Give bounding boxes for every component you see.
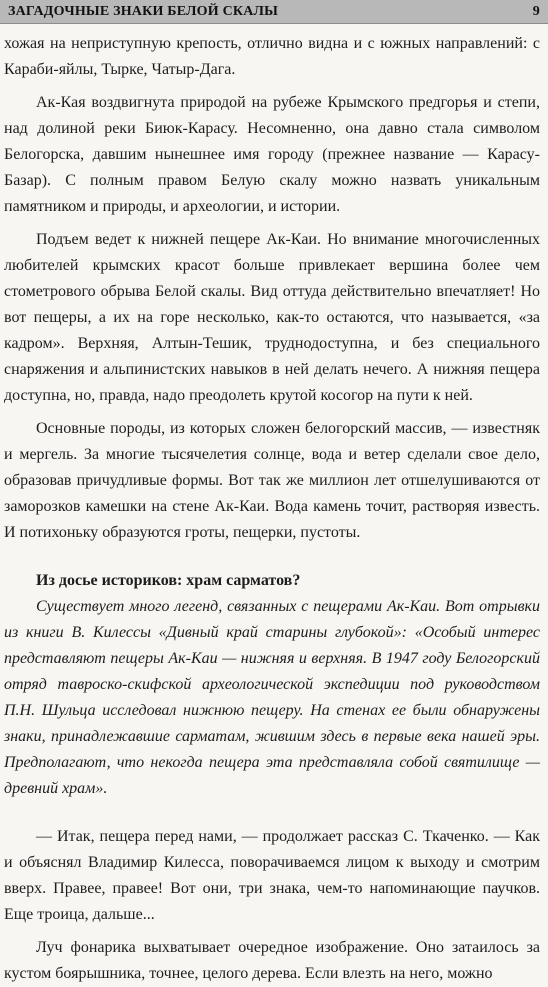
paragraph-continued: хожая на неприступную крепость, отлично видна и с южных направлений: с Караби-яйлы, Тырке, Чатыр-Дага.	[4, 35, 540, 78]
paragraph-caves: Подъем ведет к нижней пещере Ак-Каи. Но внимание многочисленных любителей крымских красот больше привлекает вершина более чем стометрового обрыва Белой скалы. Вид оттуда действительно впечатляет! Но вот пещеры, а их на горе несколько, как-то остаются, что называется, «за кадром». Верхняя, Алтын-Тешик, труднодоступна, и без специального снаряжения и альпинистских навыков в ней делать нечего. А нижняя пещера доступна, но, правда, надо преодолеть крутой косогор на пути к ней.	[4, 231, 540, 404]
dossier-heading: Из досье историков: храм сарматов?	[36, 572, 301, 589]
dossier-quote: Существует много легенд, связанных с пещерами Ак-Каи. Вот отрывки из книги В. Килессы «Дивный край старины глубокой»: «Особый интерес представляют пещеры Ак-Каи — нижняя и верхняя. В 1947 году Белогорский отряд тавроско-скифской археологической экспедиции под руководством П.Н. Шульца исследовал нижнюю пещеру. На стенах ее были обнаружены знаки, принадлежавшие сарматам, жившим здесь в первые века нашей эры. Предполагают, что некогда пещера эта представляла собой святилище — древний храм».	[4, 598, 540, 797]
chapter-title: ЗАГАДОЧНЫЕ ЗНАКИ БЕЛОЙ СКАЛЫ	[8, 3, 279, 19]
paragraph-ak-kaya: Ак-Кая воздвигнута природой на рубеже Крымского предгорья и степи, над долиной реки Биюк-Карасу. Несомненно, она давно стала символом Белогорска, давшим нынешнее имя городу (прежнее название — Карасу-Базар). С полным правом Белую скалу можно назвать уникальным памятником и природы, и археологии, и истории.	[4, 94, 540, 215]
paragraph-dialogue: — Итак, пещера перед нами, — продолжает рассказ С. Ткаченко. — Как и объяснял Владимир Килесса, поворачиваемся лицом к выходу и смотрим вверх. Правее, правее! Вот они, три знака, чем-то напоминающие паучков. Еще троица, дальше...	[4, 828, 540, 923]
page-body	[4, 31, 540, 987]
paragraph-flashlight: Луч фонарика выхватывает очередное изображение. Оно затаилось за кустом боярышника, точнее, целого дерева. Если влезть на него, можно	[4, 939, 540, 982]
paragraph-rocks: Основные породы, из которых сложен белогорский массив, — известняк и мергель. За многие тысячелетия солнце, вода и ветер сделали свое дело, образовав причудливые формы. Вот так же миллион лет отшелушиваются от заморозков камешки на стене Ак-Каи. Вода камень точит, растворяя известь. И потихоньку образуются гроты, пещерки, пустоты.	[4, 420, 540, 541]
running-header	[0, 0, 548, 24]
page-number: 9	[532, 3, 540, 19]
